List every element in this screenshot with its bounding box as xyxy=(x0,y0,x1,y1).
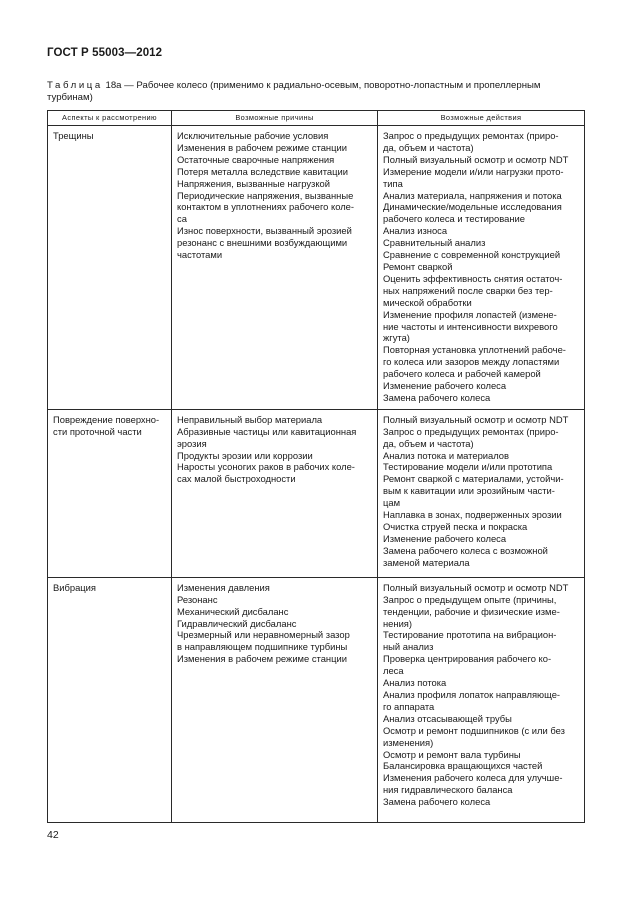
cell-text-line: го колеса или зазоров между лопастями xyxy=(383,356,560,368)
table-cell-aspect xyxy=(48,577,172,822)
cell-text-line: Очистка струей песка и покраска xyxy=(383,521,528,532)
cell-text-line: эрозия xyxy=(177,437,207,449)
cell-text-line: ния гидравлического баланса xyxy=(383,784,513,796)
table-caption-text: 18а — Рабочее колесо (применимо к радиально-осевым, поворотно-лопастным и пропеллерным xyxy=(105,80,541,91)
cell-text-line: вым к кавитации или эрозийным части- xyxy=(383,485,555,497)
table-cell-causes xyxy=(172,577,378,822)
cell-text-line: Анализ профиля лопаток направляюще- xyxy=(383,689,561,700)
table-header-row xyxy=(48,111,585,126)
cell-text-line: Сравнительный анализ xyxy=(383,237,486,249)
table-caption xyxy=(47,80,587,104)
cell-text-line: Изменения в рабочем режиме станции xyxy=(177,653,347,665)
table-cell-actions xyxy=(378,577,585,822)
cell-text-line: Повреждение поверхно- xyxy=(53,413,160,425)
cell-text-line: Наплавка в зонах, подверженных эрозии xyxy=(383,509,562,521)
table-caption-label: Таблица xyxy=(47,80,103,91)
cell-text-line: рабочего колеса и тестирование xyxy=(383,213,525,225)
cell-text-line: изменения) xyxy=(383,736,434,748)
cell-text-line: Анализ материала, напряжения и потока xyxy=(383,189,562,201)
cell-text-line: Остаточные сварочные напряжения xyxy=(177,153,335,165)
table-cell-actions xyxy=(378,409,585,577)
cell-text-line: мической обработки xyxy=(383,296,472,308)
cell-text-line: Осмотр и ремонт подшипников (с или без xyxy=(383,724,565,736)
cell-text-line: контактом в уплотнениях рабочего коле- xyxy=(177,201,355,213)
cell-text-line: Измерение модели и/или нагрузки прото- xyxy=(383,165,564,177)
cell-text-line: Анализ потока и материалов xyxy=(383,449,509,461)
cell-text-line: Продукты эрозии или коррозии xyxy=(177,449,313,461)
cell-text-line: ние частоты и интенсивности вихревого xyxy=(383,320,558,332)
cell-text-line: са xyxy=(177,213,187,225)
cell-text-line: Тестирование прототипа на вибрацион- xyxy=(383,629,557,641)
table-cell-causes xyxy=(172,126,378,410)
cell-text-line: го аппарата xyxy=(383,700,435,712)
table-cell-aspect xyxy=(48,409,172,577)
cell-text-line: Осмотр и ремонт вала турбины xyxy=(383,748,521,760)
cell-text-line: Запрос о предыдущих ремонтах (приро- xyxy=(383,425,559,437)
cell-text-line: заменой материала xyxy=(383,556,470,568)
cell-text-line: Анализ износа xyxy=(383,225,448,237)
cell-text-line: Запрос о предыдущих ремонтах (приро- xyxy=(383,130,559,141)
table-row xyxy=(48,126,585,410)
cell-text-line: Анализ потока xyxy=(383,677,447,689)
table-row xyxy=(48,409,585,577)
cell-text-line: Периодические напряжения, вызванные xyxy=(177,189,354,201)
cell-text-line: Потеря металла вследствие кавитации xyxy=(177,165,348,177)
cell-text-line: Изменения давления xyxy=(177,581,270,593)
cell-text-line: типа xyxy=(383,177,403,189)
table-row xyxy=(48,577,585,822)
cell-text-line: Наросты усоногих раков в рабочих коле- xyxy=(177,461,355,473)
column-header-actions: Возможные действия xyxy=(378,111,585,126)
cell-text-line: нения) xyxy=(383,617,413,629)
cell-text-line: Ремонт сваркой xyxy=(383,260,453,272)
cell-text-line: Вибрация xyxy=(53,581,96,593)
cell-text-line: Замена рабочего колеса xyxy=(383,391,491,403)
cell-text-line: Изменение рабочего колеса xyxy=(383,532,507,544)
cell-text-line: Тестирование модели и/или прототипа xyxy=(383,461,553,473)
cell-text-line: Динамические/модельные исследования xyxy=(383,201,562,213)
cell-text-line: да, объем и частота) xyxy=(383,437,474,449)
cell-text-line: частотами xyxy=(177,249,223,261)
cell-text-line: Трещины xyxy=(53,130,94,141)
cell-text-line: Напряжения, вызванные нагрузкой xyxy=(177,177,331,189)
column-header-aspects: Аспекты к рассмотрению xyxy=(48,111,172,126)
cell-text-line: Изменение профиля лопастей (измене- xyxy=(383,308,557,320)
cell-text-line: Гидравлический дисбаланс xyxy=(177,617,297,629)
cell-text-line: Полный визуальный осмотр и осмотр NDT xyxy=(383,153,569,165)
cell-text-line: Чрезмерный или неравномерный зазор xyxy=(177,629,350,641)
cell-text-line: Балансировка вращающихся частей xyxy=(383,760,543,772)
cell-text-line: в направляющем подшипнике турбины xyxy=(177,641,348,653)
column-header-causes: Возможные причины xyxy=(172,111,378,126)
cell-text-line: Полный визуальный осмотр и осмотр NDT xyxy=(383,581,569,593)
cell-text-line: Резонанс xyxy=(177,593,218,605)
page-number: 42 xyxy=(47,829,59,841)
document-id: ГОСТ Р 55003—2012 xyxy=(47,47,163,59)
cell-text-line: Износ поверхности, вызванный эрозией xyxy=(177,225,352,237)
table-cell-actions xyxy=(378,126,585,410)
impeller-table xyxy=(47,110,585,823)
cell-text-line: Исключительные рабочие условия xyxy=(177,130,329,141)
cell-text-line: рабочего колеса и рабочей камерой xyxy=(383,368,541,380)
cell-text-line: Анализ отсасывающей трубы xyxy=(383,712,512,724)
cell-text-line: леса xyxy=(383,665,404,677)
cell-text-line: Полный визуальный осмотр и осмотр NDT xyxy=(383,413,569,425)
cell-text-line: ных напряжений после сварки без тер- xyxy=(383,284,553,296)
cell-text-line: Повторная установка уплотнений рабоче- xyxy=(383,344,566,356)
cell-text-line: Механический дисбаланс xyxy=(177,605,289,617)
cell-text-line: Неправильный выбор материала xyxy=(177,413,323,425)
cell-text-line: сах малой быстроходности xyxy=(177,473,296,485)
cell-text-line: Проверка центрирования рабочего ко- xyxy=(383,653,552,665)
cell-text-line: Абразивные частицы или кавитационная xyxy=(177,425,357,437)
cell-text-line: Ремонт сваркой с материалами, устойчи- xyxy=(383,473,564,485)
cell-text-line: Сравнение с современной конструкцией xyxy=(383,249,561,261)
cell-text-line: Замена рабочего колеса с возможной xyxy=(383,544,548,556)
cell-text-line: сти проточной части xyxy=(53,425,142,437)
cell-text-line: Изменения рабочего колеса для улучше- xyxy=(383,772,563,784)
cell-text-line: ный анализ xyxy=(383,641,434,653)
cell-text-line: Оценить эффективность снятия остаточ- xyxy=(383,272,563,284)
cell-text-line: Замена рабочего колеса xyxy=(383,796,491,808)
table-cell-causes xyxy=(172,409,378,577)
cell-text-line: жгута) xyxy=(383,332,410,344)
cell-text-line: тенденции, рабочие и физические изме- xyxy=(383,605,560,617)
cell-text-line: да, объем и частота) xyxy=(383,141,474,153)
cell-text-line: Изменения в рабочем режиме станции xyxy=(177,141,347,153)
cell-text-line: резонанс с внешними возбуждающими xyxy=(177,237,348,249)
cell-text-line: цам xyxy=(383,497,401,509)
cell-text-line: Изменение рабочего колеса xyxy=(383,380,507,392)
table-cell-aspect xyxy=(48,126,172,410)
cell-text-line: Запрос о предыдущем опыте (причины, xyxy=(383,593,557,605)
table-caption-text-continued: турбинам) xyxy=(47,92,93,103)
